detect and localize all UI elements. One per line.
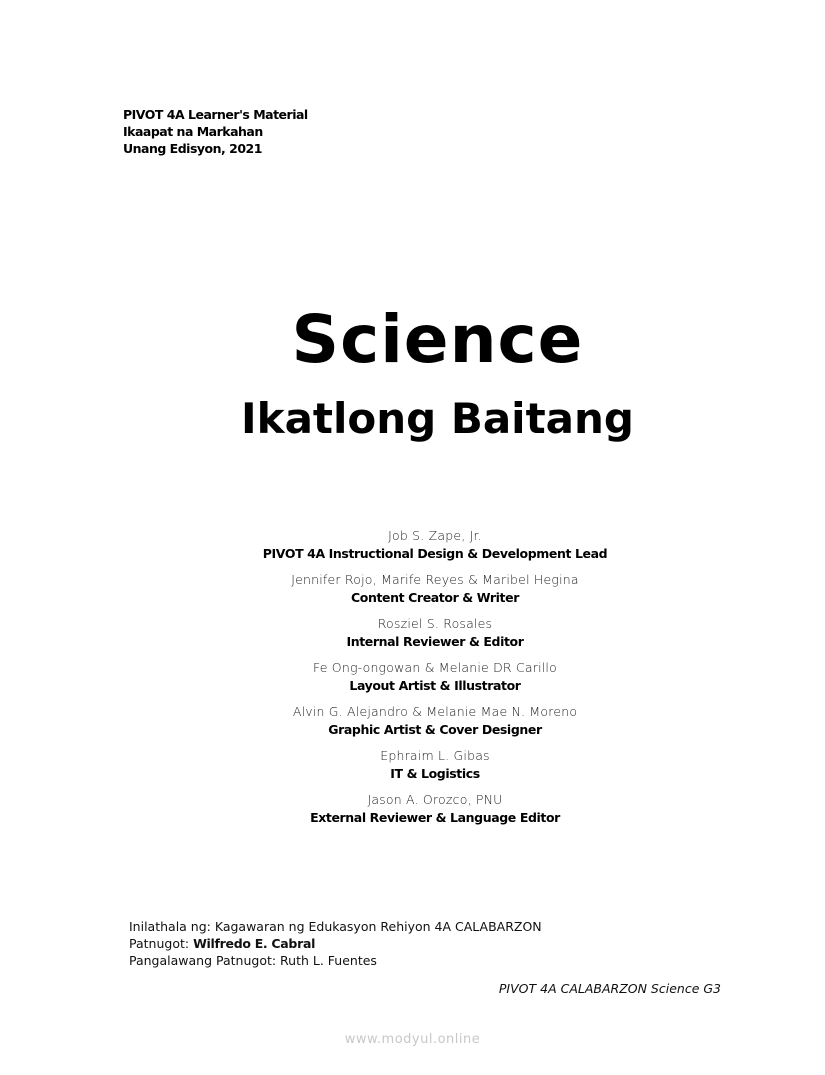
credit-entry bbox=[0, 659, 825, 695]
credit-entry bbox=[0, 615, 825, 651]
credit-entry bbox=[0, 747, 825, 783]
credit-name: Rosziel S. Rosales bbox=[377, 616, 493, 631]
watermark: www.modyul.online bbox=[344, 1032, 481, 1047]
credit-name: Job S. Zape, Jr. bbox=[388, 528, 482, 543]
edition-info bbox=[123, 106, 308, 157]
director-name: Wilfredo E. Cabral bbox=[193, 936, 316, 951]
credit-name: Alvin G. Alejandro & Melanie Mae N. Moreno bbox=[292, 704, 578, 719]
published-by: Inilathala ng: Kagawaran ng Edukasyon Rehiyon 4A CALABARZON bbox=[129, 919, 542, 934]
credit-entry bbox=[0, 571, 825, 607]
credit-role: PIVOT 4A Instructional Design & Development Lead bbox=[262, 546, 608, 561]
credit-entry bbox=[0, 791, 825, 827]
credit-role: IT & Logistics bbox=[390, 766, 480, 781]
credit-role: Graphic Artist & Cover Designer bbox=[328, 722, 542, 737]
credit-name: Ephraim L. Gibas bbox=[380, 748, 490, 763]
credit-name: Jennifer Rojo, Marife Reyes & Maribel Hegina bbox=[291, 572, 579, 587]
credit-name: Fe Ong-ongowan & Melanie DR Carillo bbox=[313, 660, 557, 675]
credit-role: Layout Artist & Illustrator bbox=[349, 678, 521, 693]
page-title: Science bbox=[291, 301, 584, 378]
publisher-info bbox=[129, 918, 542, 969]
credits-list bbox=[0, 527, 825, 835]
page-subtitle: Ikatlong Baitang bbox=[241, 394, 634, 443]
director-label: Patnugot: bbox=[129, 936, 194, 951]
director-line bbox=[129, 935, 542, 952]
material-label: PIVOT 4A Learner's Material bbox=[123, 107, 308, 122]
page-footer: PIVOT 4A CALABARZON Science G3 bbox=[498, 981, 721, 996]
edition-label: Unang Edisyon, 2021 bbox=[123, 141, 262, 156]
credit-name: Jason A. Orozco, PNU bbox=[367, 792, 503, 807]
credit-entry bbox=[0, 527, 825, 563]
credit-role: External Reviewer & Language Editor bbox=[310, 810, 560, 825]
credit-role: Content Creator & Writer bbox=[351, 590, 519, 605]
quarter-label: Ikaapat na Markahan bbox=[123, 124, 263, 139]
credit-role: Internal Reviewer & Editor bbox=[346, 634, 524, 649]
assistant-director: Pangalawang Patnugot: Ruth L. Fuentes bbox=[129, 953, 377, 968]
credit-entry bbox=[0, 703, 825, 739]
